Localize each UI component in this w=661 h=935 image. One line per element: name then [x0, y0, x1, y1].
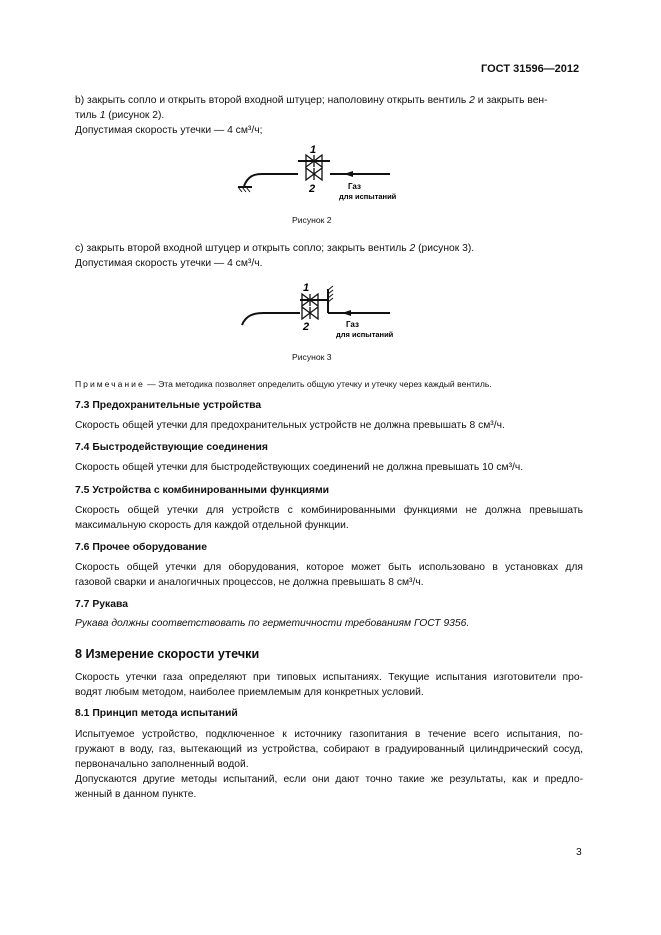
- fig3-valve-2-label: 2: [303, 321, 310, 333]
- section-8-line1: Скорость утечки газа определяют при типовых испытаниях. Текущие испытания изготовители про-: [75, 672, 583, 683]
- section-7-6-line2: газовой сварки и аналогичных процессов, не должна превышать 8 см³/ч.: [75, 577, 424, 588]
- section-8-1-p2-line2: женный в данном пункте.: [75, 789, 197, 800]
- fig2-gas-label: Газ: [348, 182, 361, 191]
- section-7-7-text: Рукава должны соответствовать по герметичности требованиям ГОСТ 9356.: [75, 618, 470, 629]
- section-8-1-p1-line3: первоначально заполненный водой.: [75, 759, 249, 770]
- fig3-gas-label: Газ: [346, 320, 359, 329]
- item-b-leak-rate: Допустимая скорость утечки — 4 см³/ч;: [75, 125, 263, 136]
- section-8-1-p1-line2: гружают в воду, газ, вытекающий из устройства, собирают в градуированный цилиндрический сосуд,: [75, 744, 583, 755]
- fig3-valve-1-label: 1: [303, 282, 310, 294]
- page-number: 3: [576, 847, 582, 858]
- fig2-valve-1-label: 1: [310, 144, 317, 156]
- item-b-line2: тиль 1 (рисунок 2).: [75, 110, 165, 121]
- item-c-line1: c) закрыть второй входной штуцер и открыть сопло; закрыть вентиль 2 (рисунок 3).: [75, 243, 475, 254]
- valve-2-icon: [302, 307, 318, 319]
- section-7-5-line1: Скорость общей утечки для устройств с комбинированными функциями не должна превышать: [75, 505, 583, 516]
- gas-flow-arrow-icon: [344, 171, 353, 177]
- section-7-7-heading: 7.7 Рукава: [75, 599, 129, 610]
- fig2-gas-label-2: для испытаний: [339, 192, 397, 201]
- standard-number: ГОСТ 31596—2012: [481, 63, 580, 75]
- section-7-3-heading: 7.3 Предохранительные устройства: [75, 400, 262, 411]
- fig3-gas-label-2: для испытаний: [336, 330, 394, 339]
- gas-flow-arrow-icon: [342, 310, 351, 316]
- section-7-6-line1: Скорость общей утечки для оборудования, которое может быть использовано в установках для: [75, 562, 583, 573]
- figure-2-caption: Рисунок 2: [292, 215, 332, 225]
- figure-3-diagram: [230, 277, 400, 347]
- section-7-5-line2: максимальную скорость для каждой отдельной функции.: [75, 520, 349, 531]
- figure-3-caption: Рисунок 3: [292, 352, 332, 362]
- valve-2-icon: [306, 168, 322, 180]
- section-7-5-heading: 7.5 Устройства с комбинированными функциями: [75, 485, 330, 496]
- item-b-line1: b) закрыть сопло и открыть второй входной штуцер; наполовину открыть вентиль 2 и закрыть вен-: [75, 95, 548, 106]
- fig2-valve-2-label: 2: [309, 183, 316, 195]
- section-7-4-text: Скорость общей утечки для быстродействующих соединений не должна превышать 10 см³/ч.: [75, 462, 524, 473]
- section-8-line2: водят любым методом, наиболее приемлемым для конкретных условий.: [75, 687, 424, 698]
- section-7-6-heading: 7.6 Прочее оборудование: [75, 542, 207, 553]
- section-7-3-text: Скорость общей утечки для предохранительных устройств не должна превышать 8 см³/ч.: [75, 420, 505, 431]
- note: Примечание — Эта методика позволяет определить общую утечку и утечку через каждый вентиль.: [75, 379, 492, 389]
- section-8-1-heading: 8.1 Принцип метода испытаний: [75, 708, 238, 719]
- section-8-1-p2-line1: Допускаются другие методы испытаний, если они дают точно такие же результаты, как и предло-: [75, 774, 583, 785]
- section-7-4-heading: 7.4 Быстродействующие соединения: [75, 442, 268, 453]
- section-8-1-p1-line1: Испытуемое устройство, подключенное к источнику газопитания в течение всего испытания, по-: [75, 729, 583, 740]
- item-c-leak-rate: Допустимая скорость утечки — 4 см³/ч.: [75, 258, 263, 269]
- figure-2-diagram: [230, 140, 400, 208]
- section-8-heading: 8 Измерение скорости утечки: [75, 647, 260, 661]
